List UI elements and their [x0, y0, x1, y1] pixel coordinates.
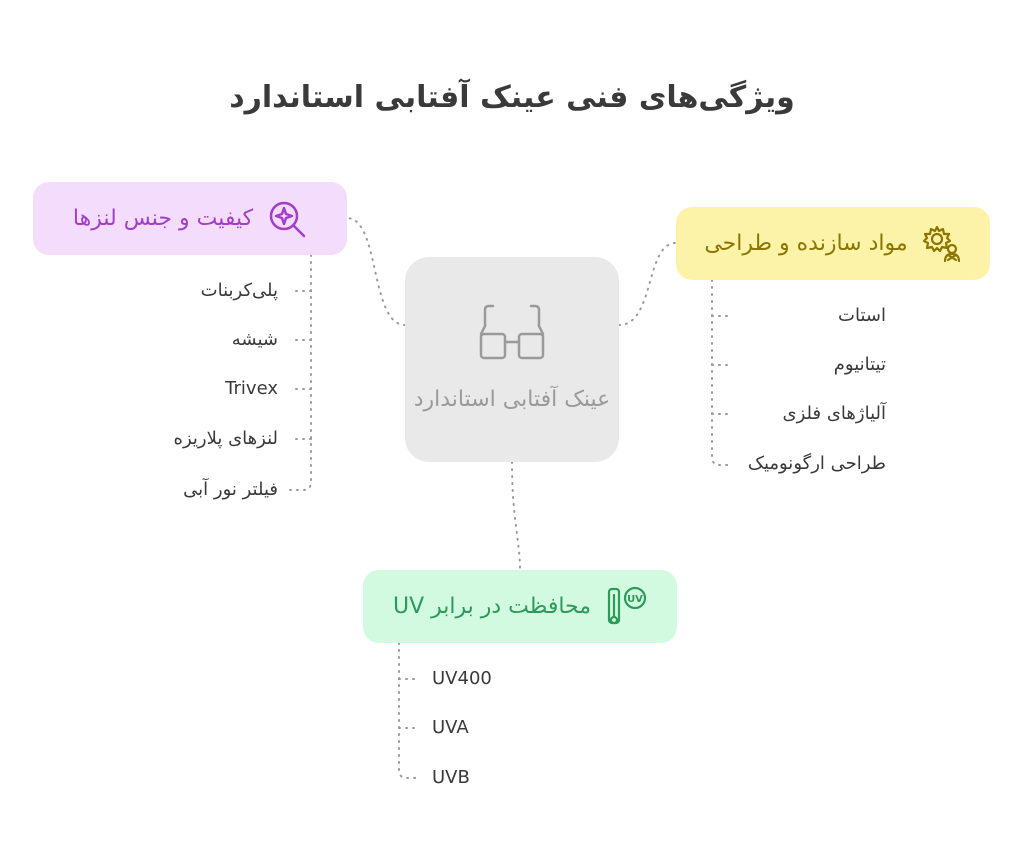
- connector-material-trunk: [712, 280, 733, 465]
- uv-protection-node: [363, 570, 677, 643]
- material-design-node: [676, 207, 990, 280]
- glasses-icon: [477, 304, 547, 370]
- material-design-label: مواد سازنده و طراحی: [704, 231, 908, 256]
- material-item-metal-alloys: آلیاژهای فلزی: [782, 403, 886, 424]
- material-item-titanium: تیتانیوم: [833, 354, 886, 375]
- uv-protection-label: محافظت در برابر UV: [392, 594, 592, 619]
- connector-uv-trunk: [399, 643, 420, 778]
- lens-item-blue-light-filter: فیلتر نور آبی: [183, 479, 278, 500]
- lens-quality-label: کیفیت و جنس لنزها: [72, 206, 254, 231]
- svg-text:UV: UV: [627, 593, 643, 605]
- lens-item-polarized: لنزهای پلاریزه: [173, 428, 278, 449]
- connector-lens-trunk: [290, 255, 311, 490]
- uv-item-uvb: UVB: [432, 767, 470, 788]
- connector-center-lens: [347, 218, 405, 325]
- lens-item-glass: شیشه: [231, 329, 278, 350]
- uv-item-uva: UVA: [432, 717, 469, 738]
- connector-center-uv: [512, 462, 520, 570]
- gear-person-icon: [922, 224, 962, 264]
- material-item-ergonomic-design: طراحی ارگونومیک: [747, 453, 886, 474]
- center-node: [405, 257, 619, 462]
- lens-quality-node: [33, 182, 347, 255]
- uv-item-uv400: UV400: [432, 668, 492, 689]
- material-item-acetate: استات: [838, 305, 886, 326]
- diagram-title: ویژگی‌های فنی عینک آفتابی استاندارد: [229, 80, 795, 115]
- search-sparkle-icon: [267, 199, 307, 239]
- uv-thermometer-icon: [605, 585, 647, 629]
- connector-center-material: [619, 243, 676, 325]
- lens-item-polycarbonate: پلی‌کربنات: [200, 280, 278, 301]
- lens-item-trivex: Trivex: [225, 378, 278, 399]
- center-label: عینک آفتابی استاندارد: [413, 386, 611, 412]
